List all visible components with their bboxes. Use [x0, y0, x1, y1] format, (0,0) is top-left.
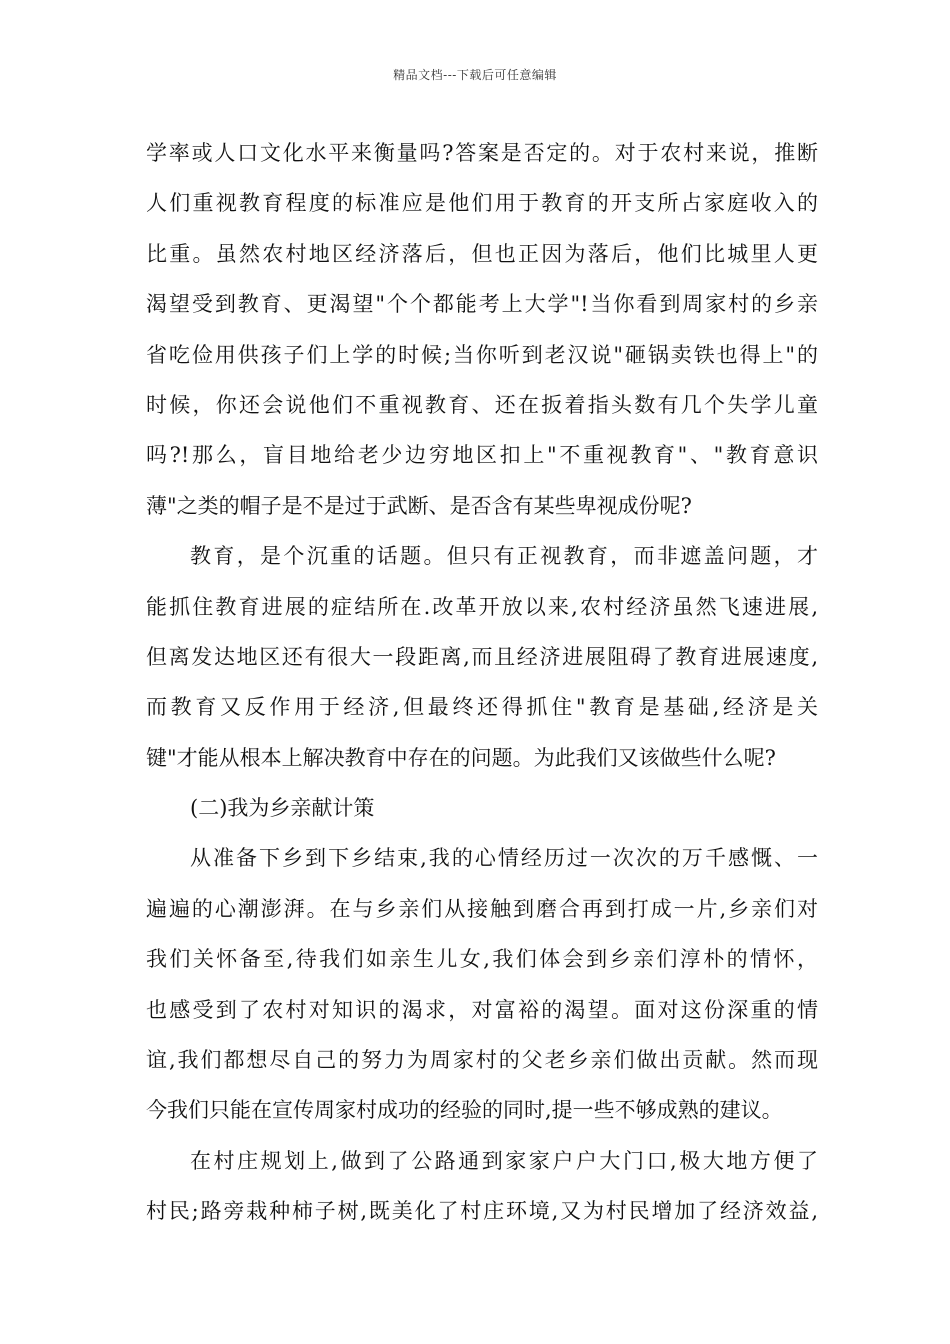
body-text [146, 128, 818, 1237]
text-line: 比重。虽然农村地区经济落后，但也正因为落后，他们比城里人更 [146, 241, 818, 266]
text-line: 我们关怀备至,待我们如亲生儿女,我们体会到乡亲们淳朴的情怀， [146, 947, 818, 972]
text-line: 学率或人口文化水平来衡量吗?答案是否定的。对于农村来说，推断 [146, 141, 818, 165]
text-line: 遍遍的心潮澎湃。在与乡亲们从接触到磨合再到打成一片,乡亲们对 [146, 896, 818, 921]
text-line: 谊,我们都想尽自己的努力为周家村的父老乡亲们做出贡献。然而现 [146, 1048, 818, 1073]
text-line: 在村庄规划上,做到了公路通到家家户户大门口,极大地方便了 [190, 1148, 818, 1173]
text-line: 但离发达地区还有很大一段距离,而且经济进展阻碍了教育进展速度, [146, 644, 818, 669]
text-line: 也感受到了农村对知识的渴求，对富裕的渴望。面对这份深重的情 [146, 997, 818, 1022]
text-line: 人们重视教育程度的标准应是他们用于教育的开支所占家庭收入的 [146, 191, 818, 216]
text-line: 薄"之类的帽子是不是过于武断、是否含有某些卑视成份呢? [146, 493, 692, 518]
text-line: 而教育又反作用于经济,但最终还得抓住"教育是基础,经济是关 [146, 695, 818, 720]
text-line: 今我们只能在宣传周家村成功的经验的同时,提一些不够成熟的建议。 [146, 1098, 783, 1123]
text-line: 村民;路旁栽种柿子树,既美化了村庄环境,又为村民增加了经济效益, [146, 1199, 818, 1224]
page-header: 精品文档---下载后可任意编辑 [393, 68, 557, 82]
text-line: 渴望受到教育、更渴望"个个都能考上大学"!当你看到周家村的乡亲 [146, 292, 818, 317]
text-line: 时候，你还会说他们不重视教育、还在扳着指头数有几个失学儿童 [146, 392, 818, 417]
text-line: 教育，是个沉重的话题。但只有正视教育，而非遮盖问题，才 [190, 544, 818, 569]
text-line: 从准备下乡到下乡结束,我的心情经历过一次次的万千感慨、一 [190, 846, 818, 871]
text-line: 键"才能从根本上解决教育中存在的问题。为此我们又该做些什么呢? [146, 745, 776, 770]
text-line: 省吃俭用供孩子们上学的时候;当你听到老汉说"砸锅卖铁也得上"的 [146, 342, 818, 367]
section-heading: (二)我为乡亲献计策 [190, 796, 375, 821]
text-line: 吗?!那么，盲目地给老少边穷地区扣上"不重视教育"、"教育意识 [146, 443, 818, 468]
text-line: 能抓住教育进展的症结所在.改革开放以来,农村经济虽然飞速进展, [146, 594, 818, 619]
